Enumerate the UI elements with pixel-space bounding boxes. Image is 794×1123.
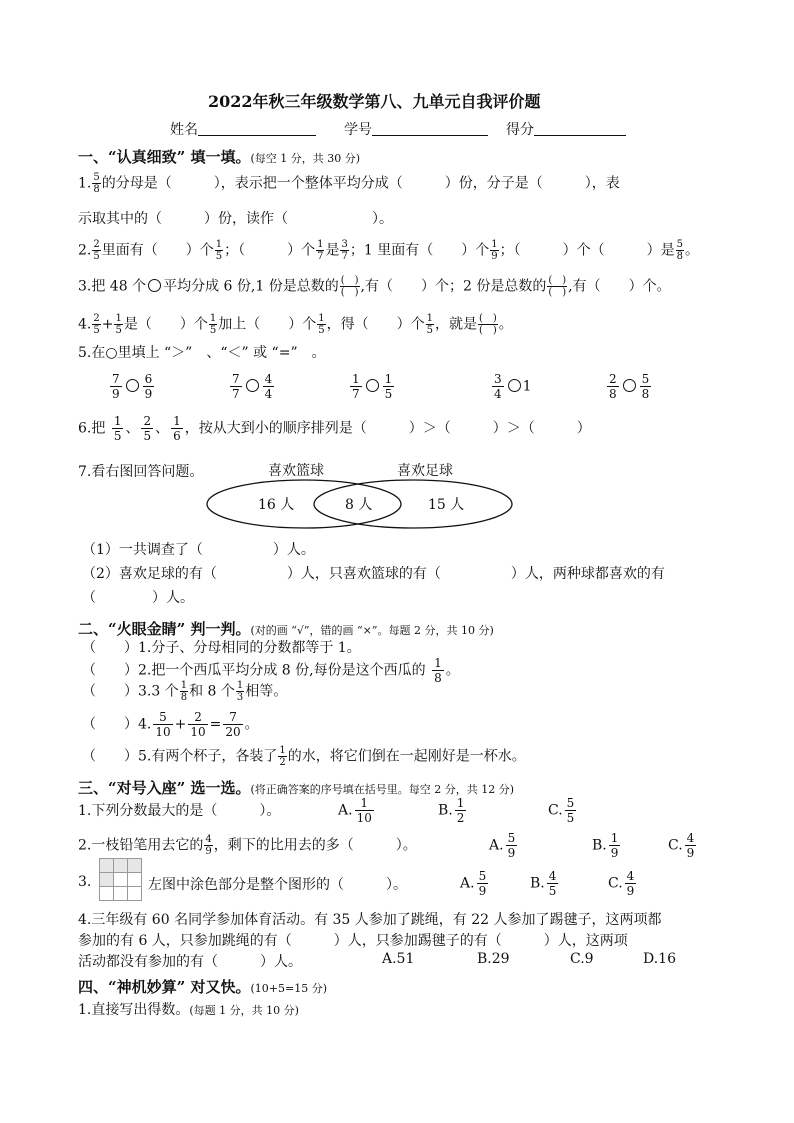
choice-3: 左图中涂色部分是整个图形的（ ）。 bbox=[148, 877, 407, 893]
number-label: 学号 bbox=[344, 122, 372, 138]
compare-4: $\frac{3}{4}$ 1 bbox=[494, 372, 532, 401]
football-ellipse bbox=[314, 480, 512, 528]
question-1-7-1: （1）一共调查了（ ）人。 bbox=[82, 542, 315, 558]
shaded-grid-figure bbox=[99, 858, 141, 900]
venn-left-title: 喜欢篮球 bbox=[268, 463, 324, 479]
section-3-heading: 三、“对号入座” 选一选。(将正确答案的序号填在括号里。每空 2 分，共 12 分) bbox=[78, 779, 515, 797]
choice-1: 1.下列分数最大的是（ ）。 bbox=[78, 803, 281, 819]
choice-1-b: B. $\frac{1}{2}$ bbox=[438, 796, 465, 825]
choice-2-c: C. $\frac{4}{9}$ bbox=[668, 831, 695, 860]
choice-4-b: B.29 bbox=[477, 951, 510, 967]
choice-3-c: C. $\frac{4}{9}$ bbox=[608, 869, 635, 898]
question-1-7-2: （2）喜欢足球的有（ ）人，只喜欢篮球的有（ ）人，两种球都喜欢的有 bbox=[82, 566, 665, 582]
question-1-7: 7.看右图回答问题。 bbox=[78, 464, 204, 480]
judge-item-1: （ ）1.分子、分母相同的分数都等于 1。 bbox=[82, 640, 361, 656]
question-1-2: 2. $\frac{2}{5}$ 里面有（ ）个 $\frac{1}{5}$ ；（ ）个 $\frac{1}{7}$ 是 $\frac{3}{7}$ ；1 里面有（ ）个 $\frac{1}{9}$ ；（ ）个（ ）是 $\frac{5}{8}$ 。 bbox=[78, 239, 699, 262]
choice-4-d: D.16 bbox=[643, 951, 676, 967]
venn-right-value: 15 人 bbox=[428, 497, 465, 513]
venn-middle-value: 8 人 bbox=[345, 497, 373, 513]
question-1-5: 5.在○里填上 “＞” 、“＜” 或 “=” 。 bbox=[78, 345, 326, 361]
judge-item-2: （ ）2.把一个西瓜平均分成 8 份,每份是这个西瓜的 $\frac{1}{8}$ 。 bbox=[82, 656, 460, 685]
choice-2-a: A. $\frac{5}{9}$ bbox=[489, 831, 516, 860]
circle-icon bbox=[148, 279, 161, 292]
question-1-6: 6.把 $\frac{1}{5}$ 、 $\frac{2}{5}$ 、 $\frac{1}{6}$ ，按从大到小的顺序排列是（ ）＞（ ）＞（ ） bbox=[78, 414, 591, 443]
choice-4-line-3: 活动都没有参加的有（ ）人。 bbox=[78, 954, 302, 970]
choice-4-a: A.51 bbox=[382, 951, 415, 967]
compare-5: $\frac{2}{8}$ $\frac{5}{8}$ bbox=[609, 372, 650, 401]
choice-1-a: A. $\frac{1}{10}$ bbox=[338, 796, 372, 825]
question-1-1: 1. $\frac{5}{8}$ 的分母是（ ），表示把一个整体平均分成（ ）份，分子是（ ），表 bbox=[78, 172, 620, 195]
choice-4-c: C.9 bbox=[570, 951, 594, 967]
score-label: 得分 bbox=[506, 122, 534, 138]
compare-1: $\frac{7}{9}$ $\frac{6}{9}$ bbox=[112, 372, 153, 401]
choice-2: 2.一枝铅笔用去它的 $\frac{4}{9}$ ，剩下的比用去的多（ ）。 bbox=[78, 834, 417, 857]
section-1-heading: 一、“认真细致” 填一填。(每空 1 分，共 30 分) bbox=[78, 148, 361, 166]
venn-left-value: 16 人 bbox=[258, 497, 295, 513]
number-field[interactable] bbox=[344, 119, 488, 139]
page-title: 2022年秋三年级数学第八、九单元自我评价题 bbox=[208, 92, 541, 111]
choice-4-line-1: 4.三年级有 60 名同学参加体育活动。有 35 人参加了跳绳，有 22 人参加了踢毽子，这两项都 bbox=[78, 912, 662, 928]
judge-item-4: （ ）4. $\frac{5}{10}$ + $\frac{2}{10}$ = $\frac{7}{20}$ 。 bbox=[82, 710, 259, 739]
compare-2: $\frac{7}{7}$ $\frac{4}{4}$ bbox=[232, 372, 273, 401]
choice-3-b: B. $\frac{4}{5}$ bbox=[530, 869, 557, 898]
compare-3: $\frac{1}{7}$ $\frac{1}{5}$ bbox=[352, 372, 393, 401]
judge-item-5: （ ）5.有两个杯子，各装了 $\frac{1}{2}$ 的水，将它们倒在一起刚好是一杯水。 bbox=[82, 745, 526, 768]
venn-right-title: 喜欢足球 bbox=[397, 463, 453, 479]
question-1-4: 4. $\frac{2}{5}$ + $\frac{1}{5}$ 是（ ）个 $\frac{1}{5}$ 加上（ ）个 $\frac{1}{5}$ ，得（ ）个 $\frac{1}{5}$ ，就是 $\frac{( )}{( )}$ 。 bbox=[78, 313, 513, 336]
question-1-3: 3.把 48 个 平均分成 6 份,1 份是总数的 $\frac{( )}{( )}$ ,有（ ）个；2 份是总数的 $\frac{( )}{( )}$ ,有（ ）个。 bbox=[78, 275, 671, 298]
section-4-heading: 四、“神机妙算” 对又快。(10+5=15 分) bbox=[78, 978, 327, 996]
section-2-heading: 二、“火眼金睛” 判一判。(对的画 “√”，错的画 “×”。每题 2 分，共 10 分) bbox=[78, 620, 494, 638]
choice-3-number: 3. bbox=[78, 874, 92, 890]
section-4-question-1: 1.直接写出得数。(每题 1 分，共 10 分) bbox=[78, 1002, 299, 1018]
name-label: 姓名 bbox=[170, 122, 198, 138]
score-field[interactable] bbox=[506, 119, 626, 139]
choice-2-b: B. $\frac{1}{9}$ bbox=[592, 831, 619, 860]
judge-item-3: （ ）3.3 个 $\frac{1}{8}$ 和 8 个 $\frac{1}{3}$ 相等。 bbox=[82, 680, 288, 703]
name-field[interactable] bbox=[170, 119, 316, 139]
choice-3-a: A. $\frac{5}{9}$ bbox=[460, 869, 487, 898]
question-1-1-cont: 示取其中的（ ）份，读作（ ）。 bbox=[78, 211, 393, 227]
choice-4-line-2: 参加的有 6 人，只参加跳绳的有（ ）人，只参加踢毽子的有（ ）人，这两项 bbox=[78, 933, 628, 949]
choice-1-c: C. $\frac{5}{5}$ bbox=[548, 796, 575, 825]
question-1-7-3: （ ）人。 bbox=[82, 590, 194, 606]
